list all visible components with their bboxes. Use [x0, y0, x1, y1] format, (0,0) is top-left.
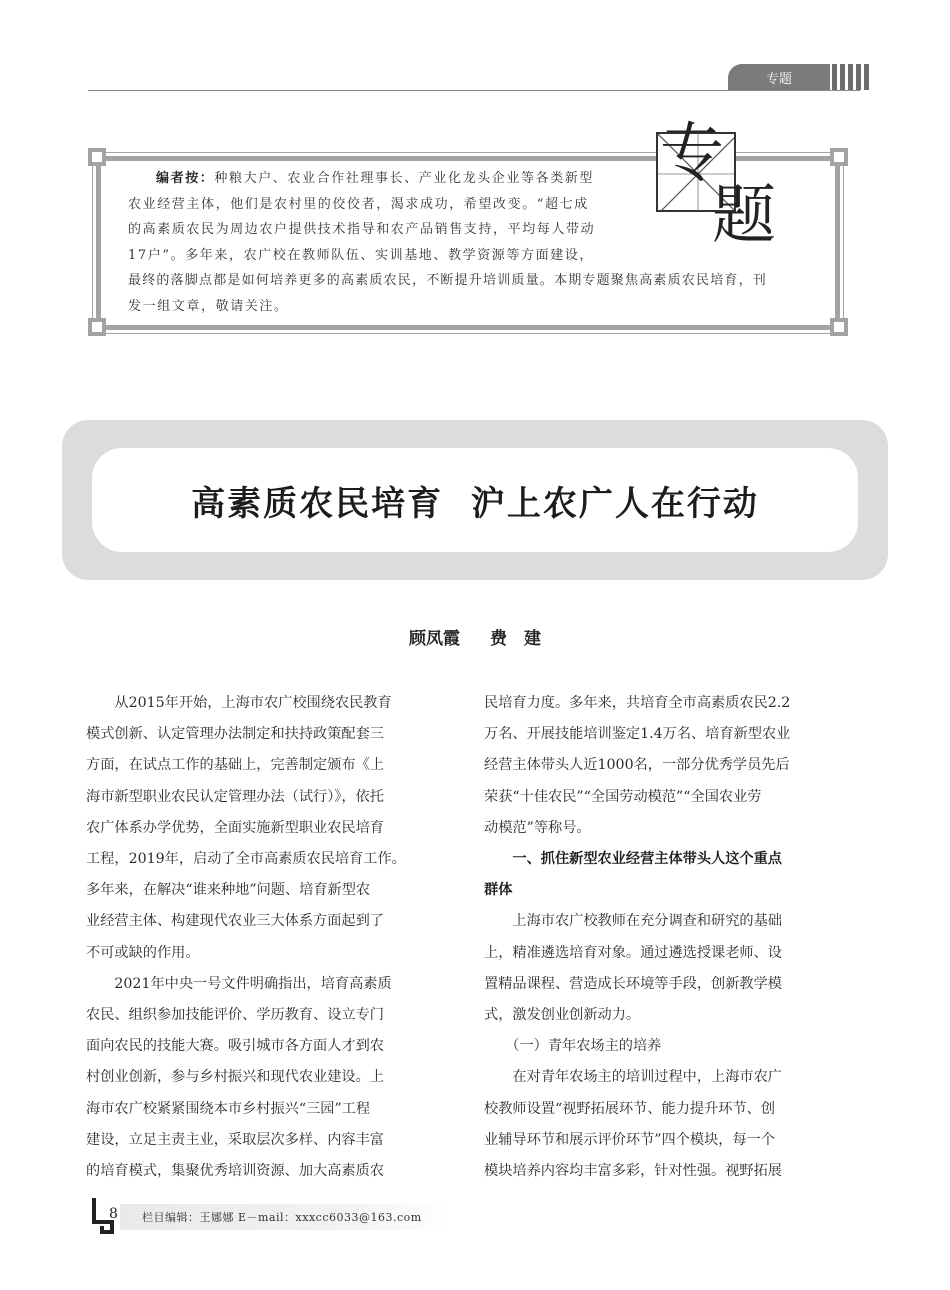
section-tab: 专题: [728, 64, 830, 90]
body-line: 方面，在试点工作的基础上，完善制定颁布《上: [86, 757, 384, 774]
body-line: 模式创新、认定管理办法制定和扶持政策配套三: [86, 726, 384, 743]
body-line: 村创业创新，参与乡村振兴和现代农业建设。上: [86, 1069, 384, 1086]
editor-note-line: 的高素质农民为周边农户提供技术指导和农产品销售支持，平均每人带动: [128, 222, 596, 237]
body-line: 模块培养内容均丰富多彩，针对性强。视野拓展: [484, 1163, 782, 1180]
section-tab-stripes: [832, 64, 869, 90]
zhuanti-char-2: 题: [712, 179, 776, 253]
frame-corner: [88, 318, 106, 336]
body-line: 校教师设置“视野拓展环节、能力提升环节、创: [484, 1100, 776, 1117]
body-line: 民培育力度。多年来，共培育全市高素质农民2.2: [484, 695, 791, 711]
frame-corner: [830, 318, 848, 336]
editor-note-line: 17户”。多年来，农广校在教师队伍、实训基地、教学资源等方面建设，: [128, 247, 594, 263]
zhuanti-char-1: 专: [660, 117, 724, 191]
body-line: 多年来，在解决“谁来种地”问题、培育新型农: [86, 882, 371, 899]
body-line: 面向农民的技能大赛。吸引城市各方面人才到农: [86, 1038, 384, 1055]
body-line: 不可或缺的作用。: [86, 944, 200, 961]
editor-note-line: 发一组文章，敬请关注。: [128, 298, 289, 314]
column-editor-line: 栏目编辑：王娜娜 E－mail：xxxcc6033@163.com: [142, 1211, 422, 1224]
body-line: 建设，立足主责主业，采取层次多样、内容丰富: [86, 1131, 384, 1148]
body-line: 从2015年开始，上海市农广校围绕农民教育: [86, 695, 392, 711]
editor-note-line: 编者按：种粮大户、农业合作社理事长、产业化龙头企业等各类新型: [156, 171, 595, 186]
body-line: 农民、组织参加技能评价、学历教育、设立专门: [86, 1007, 384, 1024]
frame-corner: [88, 148, 106, 166]
body-line: 2021年中央一号文件明确指出，培育高素质: [86, 975, 392, 992]
body-line: 业经营主体、构建现代农业三大体系方面起到了: [86, 913, 384, 930]
article-title: 高素质农民培育 沪上农广人在行动: [191, 483, 759, 524]
body-line: 工程，2019年，启动了全市高素质农民培育工作。: [86, 851, 406, 868]
editor-note-line: 农业经营主体，他们是农村里的佼佼者，渴求成功，希望改变。“超七成: [128, 196, 589, 212]
body-line: 荣获“十佳农民”“全国劳动模范”“全国农业劳: [484, 788, 762, 805]
body-line: 上海市农广校教师在充分调查和研究的基础: [484, 913, 782, 930]
header-rule: [88, 90, 860, 91]
body-line: 动模范”等称号。: [484, 819, 591, 836]
subsection-heading: （一）青年农场主的培养: [484, 1038, 662, 1055]
page-number: 8: [109, 1206, 118, 1222]
body-line: 农广体系办学优势，全面实施新型职业农民培育: [86, 819, 384, 836]
author-name: 顾凤霞: [409, 629, 461, 649]
body-line: 在对青年农场主的培训过程中，上海市农广: [484, 1069, 782, 1086]
body-line: 万名、开展技能培训鉴定1.4万名、培育新型农业: [484, 726, 791, 743]
section-heading: 一、抓住新型农业经营主体带头人这个重点: [484, 851, 782, 868]
author-name: 费 建: [489, 629, 541, 649]
body-line: 经营主体带头人近1000名，一部分优秀学员先后: [484, 757, 790, 774]
body-line: 上，精准遴选培育对象。通过遴选授课老师、设: [484, 944, 782, 961]
body-line: 置精品课程、营造成长环境等手段，创新教学模: [484, 975, 782, 992]
frame-corner: [830, 148, 848, 166]
section-heading: 群体: [484, 882, 513, 899]
body-line: 海市农广校紧紧围绕本市乡村振兴“三园”工程: [86, 1100, 371, 1117]
body-line: 的培育模式，集聚优秀培训资源、加大高素质农: [86, 1163, 384, 1180]
authors: [0, 624, 950, 649]
editor-note-line: 最终的落脚点都是如何培养更多的高素质农民，不断提升培训质量。本期专题聚焦高素质农民培育，刊: [128, 273, 768, 288]
body-line: 式，激发创业创新动力。: [484, 1007, 641, 1024]
body-column-left: [86, 688, 464, 1187]
body-column-right: [484, 688, 862, 1187]
body-line: 海市新型职业农民认定管理办法（试行）》，依托: [86, 788, 384, 805]
editor-note-lead: 编者按：: [156, 171, 215, 186]
body-line: 业辅导环节和展示评价环节”四个模块，每一个: [484, 1131, 776, 1148]
